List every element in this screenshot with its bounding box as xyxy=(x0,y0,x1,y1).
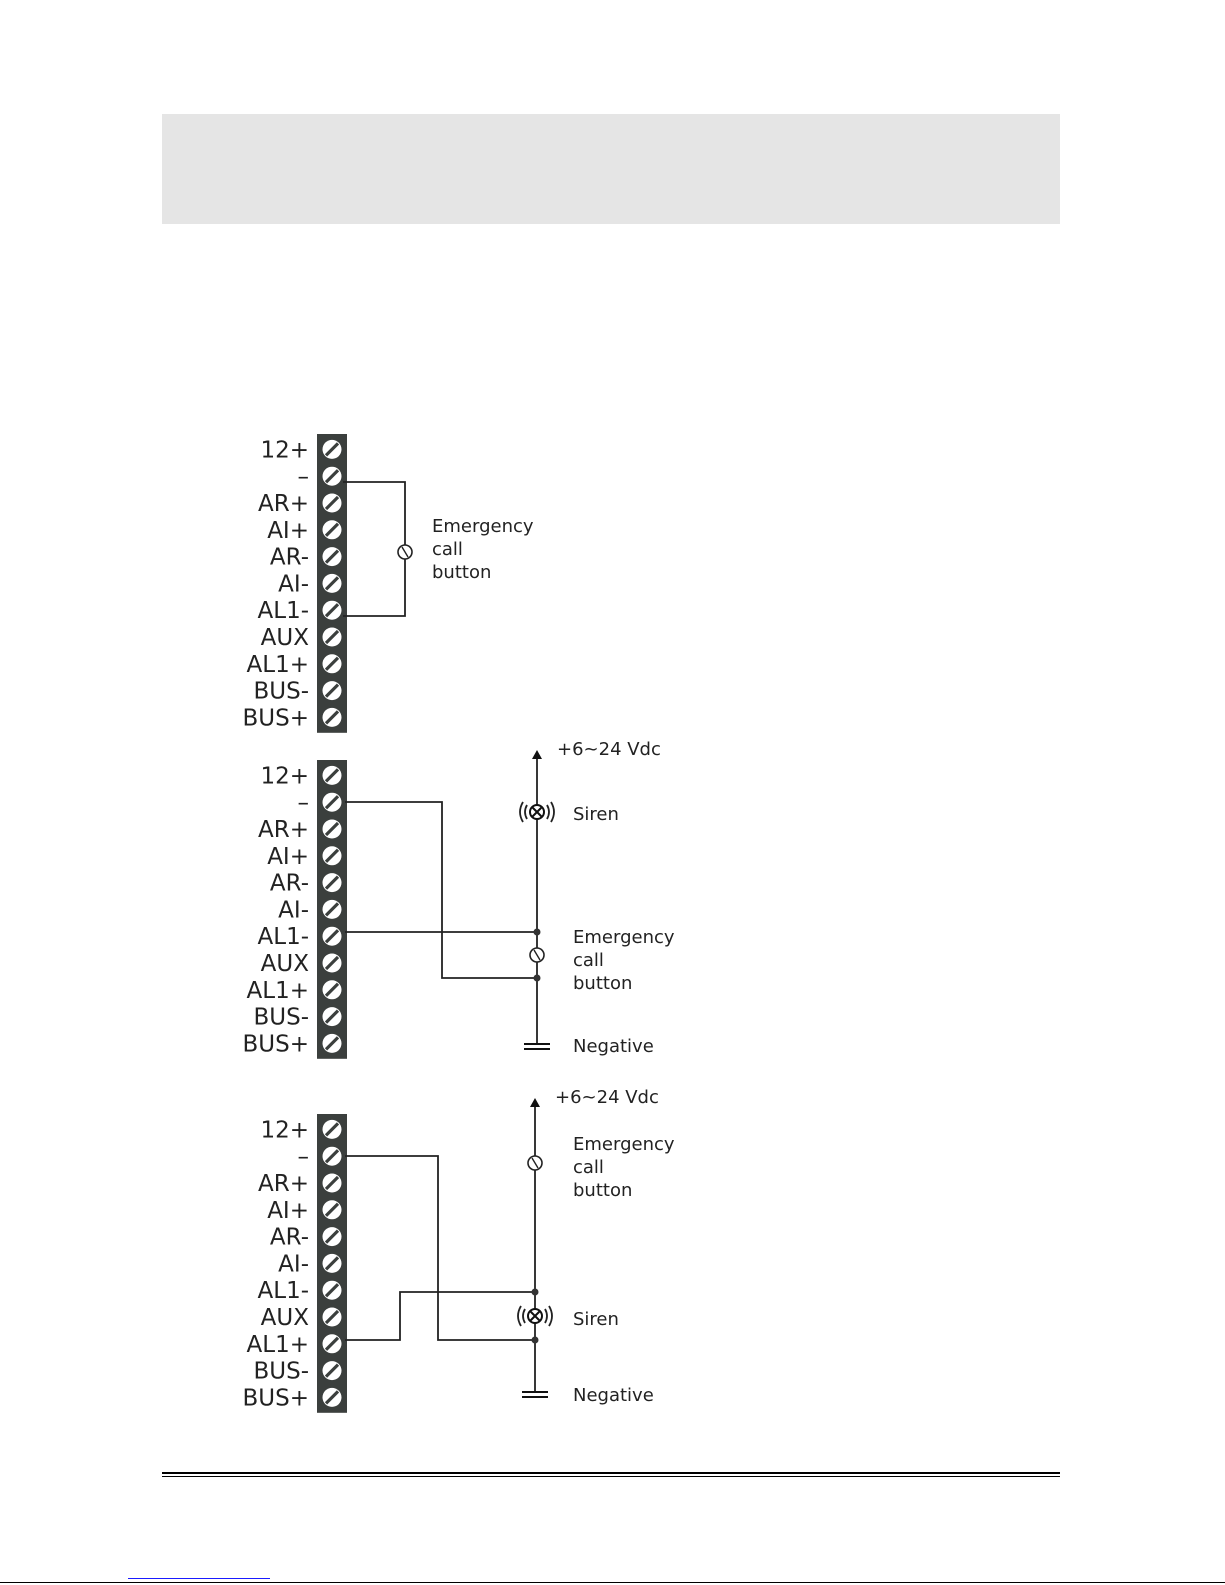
terminal-label: BUS- xyxy=(253,1004,309,1031)
ground-icon-d3 xyxy=(522,1392,548,1397)
wire-minus-d3 xyxy=(345,1156,535,1340)
terminal-screw-icon xyxy=(323,873,342,892)
terminal-label: – xyxy=(297,1144,309,1171)
terminal-screw-icon xyxy=(323,1034,342,1053)
button-label-line1-d1: Emergency xyxy=(432,516,534,537)
diagram-1 xyxy=(243,434,534,733)
junction-dot-d2a xyxy=(534,929,541,936)
supply-arrow-icon-d3 xyxy=(530,1098,540,1107)
siren-icon-d3 xyxy=(518,1306,552,1326)
terminal-label: BUS+ xyxy=(242,1385,309,1412)
terminal-screw-icon xyxy=(323,654,342,673)
terminal-screw-icon xyxy=(323,1281,342,1300)
terminal-label: AR+ xyxy=(258,817,309,843)
terminal-screw-icon xyxy=(323,766,342,785)
terminal-screw-icon xyxy=(323,1388,342,1407)
terminal-label: AR- xyxy=(269,544,309,571)
terminal-screw-icon xyxy=(323,980,342,999)
terminal-label: AL1- xyxy=(257,924,309,951)
footer-rule-thin xyxy=(162,1476,1060,1477)
button-label-line3-d1: button xyxy=(432,562,492,583)
terminal-label: AL1+ xyxy=(246,977,309,1004)
diagram-2 xyxy=(243,739,675,1059)
terminal-label: BUS- xyxy=(253,678,309,705)
supply-label-d2: +6~24 Vdc xyxy=(557,739,661,760)
terminal-label: AI+ xyxy=(267,843,309,870)
terminal-screw-icon xyxy=(323,1200,342,1219)
terminal-screw-icon xyxy=(323,1308,342,1327)
terminal-screw-icon xyxy=(323,1007,342,1026)
terminal-screw-icon xyxy=(323,846,342,865)
negative-label-d2: Negative xyxy=(573,1036,654,1057)
wire-minus-d1 xyxy=(343,482,405,616)
terminal-screw-icon xyxy=(323,793,342,812)
junction-dot-d3b xyxy=(532,1337,539,1344)
terminal-label: 12+ xyxy=(260,763,309,790)
button-label-line1-d2: Emergency xyxy=(573,927,675,948)
terminal-screw-icon xyxy=(323,1334,342,1353)
terminal-block-1 xyxy=(243,434,347,733)
terminal-screw-icon xyxy=(323,820,342,839)
junction-dot-d2b xyxy=(534,975,541,982)
terminal-screw-icon xyxy=(323,1227,342,1246)
terminal-screw-icon xyxy=(323,681,342,700)
supply-label-d3: +6~24 Vdc xyxy=(555,1087,659,1108)
terminal-label: – xyxy=(297,464,309,491)
terminal-screw-icon xyxy=(323,601,342,620)
terminal-screw-icon xyxy=(323,628,342,647)
terminal-screw-icon xyxy=(323,574,342,593)
terminal-label: AL1- xyxy=(257,1278,309,1305)
terminal-block-2 xyxy=(243,760,347,1059)
terminal-label: AR- xyxy=(269,1224,309,1251)
terminal-block-3 xyxy=(243,1114,347,1413)
terminal-label: AI- xyxy=(278,897,309,924)
ground-icon-d2 xyxy=(524,1044,550,1049)
terminal-screw-icon xyxy=(323,440,342,459)
terminal-label: AUX xyxy=(260,1305,309,1331)
siren-label-d3: Siren xyxy=(573,1309,619,1330)
terminal-label: AUX xyxy=(260,951,309,977)
terminal-label: AL1+ xyxy=(246,651,309,678)
button-label-line3-d2: button xyxy=(573,973,633,994)
terminal-label: AL1+ xyxy=(246,1331,309,1358)
diagram-3 xyxy=(243,1087,675,1413)
terminal-screw-icon xyxy=(323,954,342,973)
terminal-label: AI+ xyxy=(267,1197,309,1224)
supply-arrow-icon-d2 xyxy=(532,750,542,759)
junction-dot-d3a xyxy=(532,1289,539,1296)
terminal-screw-icon xyxy=(323,1254,342,1273)
negative-label-d3: Negative xyxy=(573,1385,654,1406)
terminal-label: AI- xyxy=(278,571,309,598)
button-label-line2-d3: call xyxy=(573,1157,604,1178)
siren-label-d2: Siren xyxy=(573,804,619,825)
terminal-label: AR+ xyxy=(258,1171,309,1197)
terminal-screw-icon xyxy=(323,1120,342,1139)
button-label-line1-d3: Emergency xyxy=(573,1134,675,1155)
button-label-line3-d3: button xyxy=(573,1180,633,1201)
footer-rule-thick xyxy=(162,1472,1060,1474)
wire-minus-d2 xyxy=(345,802,537,978)
siren-icon-d2 xyxy=(520,802,554,822)
terminal-label: – xyxy=(297,790,309,817)
terminal-screw-icon xyxy=(323,1147,342,1166)
terminal-screw-icon xyxy=(323,520,342,539)
terminal-screw-icon xyxy=(323,927,342,946)
page-bottom-line xyxy=(0,1582,1225,1583)
terminal-label: 12+ xyxy=(260,1117,309,1144)
terminal-screw-icon xyxy=(323,467,342,486)
button-label-line2-d1: call xyxy=(432,539,463,560)
terminal-screw-icon xyxy=(323,1361,342,1380)
terminal-label: AI+ xyxy=(267,517,309,544)
terminal-screw-icon xyxy=(323,708,342,727)
terminal-label: AI- xyxy=(278,1251,309,1278)
terminal-label: AR+ xyxy=(258,491,309,517)
terminal-screw-icon xyxy=(323,900,342,919)
terminal-label: AUX xyxy=(260,625,309,651)
wire-al1plus-d3 xyxy=(345,1292,535,1340)
terminal-screw-icon xyxy=(323,547,342,566)
terminal-label: AL1- xyxy=(257,598,309,625)
bottom-link-underline[interactable] xyxy=(128,1578,270,1579)
button-label-line2-d2: call xyxy=(573,950,604,971)
terminal-label: BUS+ xyxy=(242,1031,309,1058)
terminal-label: BUS+ xyxy=(242,705,309,732)
terminal-screw-icon xyxy=(323,1174,342,1193)
terminal-label: 12+ xyxy=(260,437,309,464)
terminal-label: AR- xyxy=(269,870,309,897)
terminal-label: BUS- xyxy=(253,1358,309,1385)
terminal-screw-icon xyxy=(323,494,342,513)
